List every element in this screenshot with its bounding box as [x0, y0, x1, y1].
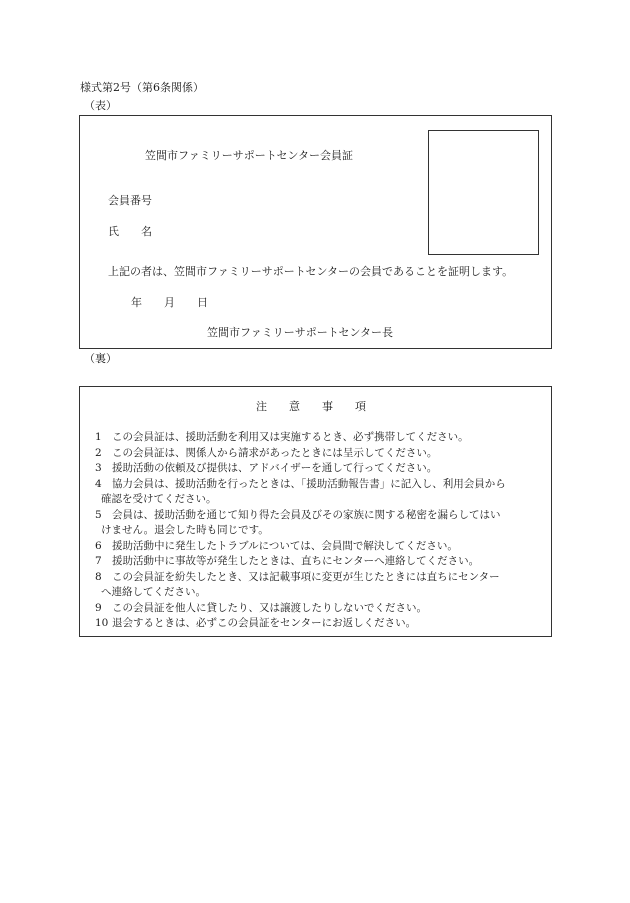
note-text: 協力会員は、援助活動を行ったときは、「援助活動報告書」に記入し、利用会員から — [112, 477, 506, 490]
note-first-line — [95, 461, 555, 477]
note-first-line — [95, 616, 555, 632]
card-title: 笠間市ファミリーサポートセンター会員証 — [145, 149, 354, 162]
note-item — [95, 430, 555, 446]
note-item — [95, 554, 555, 570]
note-text: この会員証を紛失したとき、又は記載事項に変更が生じたときには直ちにセンター — [112, 570, 500, 583]
note-text: この会員証は、援助活動を利用又は実施するとき、必ず携帯してください。 — [112, 431, 469, 443]
notes-list — [95, 430, 555, 632]
note-continuation: けません。退会した時も同じです。 — [101, 524, 269, 536]
note-first-line — [95, 554, 555, 570]
note-item — [95, 601, 555, 617]
note-item — [95, 539, 555, 555]
note-first-line — [95, 477, 555, 493]
note-number: 9 — [95, 601, 102, 614]
note-number: 8 — [95, 570, 102, 583]
name-label: 氏 名 — [108, 225, 152, 238]
note-text: この会員証は、関係人から請求があったときには呈示してください。 — [112, 446, 438, 459]
note-first-line — [95, 539, 555, 555]
note-first-line — [95, 430, 555, 446]
photo-box — [428, 130, 539, 255]
note-number: 7 — [95, 555, 102, 567]
note-first-line — [95, 446, 555, 462]
note-text: この会員証を他人に貸したり、又は譲渡したりしないでください。 — [112, 601, 427, 614]
note-item — [95, 461, 555, 477]
date-line: 年 月 日 — [131, 296, 208, 309]
note-continuation: へ連絡してください。 — [101, 586, 206, 598]
issuer-name: 笠間市ファミリーサポートセンター長 — [207, 326, 394, 339]
note-text: 援助活動中に発生したトラブルについては、会員間で解決してください。 — [112, 539, 458, 552]
note-number: 1 — [95, 431, 102, 443]
note-number: 4 — [95, 477, 102, 490]
note-first-line — [95, 570, 555, 586]
note-text: 会員は、援助活動を通じて知り得た会員及びその家族に関する秘密を漏らしてはい — [112, 508, 501, 521]
form-label: 様式第2号（第6条関係） — [80, 81, 204, 94]
notes-heading: 注 意 事 項 — [256, 400, 366, 413]
note-item — [95, 508, 555, 539]
note-item — [95, 446, 555, 462]
note-number: 10 — [95, 617, 109, 629]
note-first-line — [95, 508, 555, 524]
note-text: 援助活動中に事故等が発生したときは、直ちにセンターへ連絡してください。 — [112, 555, 480, 567]
note-item — [95, 570, 555, 601]
note-number: 5 — [95, 508, 102, 521]
certification-text: 上記の者は、笠間市ファミリーサポートセンターの会員であることを証明します。 — [108, 265, 514, 278]
note-number: 3 — [95, 462, 102, 474]
note-number: 6 — [95, 539, 102, 552]
note-text: 援助活動の依頼及び提供は、アドバイザーを通して行ってください。 — [112, 462, 438, 474]
note-item — [95, 477, 555, 508]
back-side-label: （裏） — [84, 352, 117, 365]
note-continuation: 確認を受けてください。 — [101, 493, 217, 505]
note-text: 退会するときは、必ずこの会員証をセンターにお返しください。 — [112, 617, 417, 629]
note-first-line — [95, 601, 555, 617]
note-number: 2 — [95, 446, 102, 459]
front-side-label: （表） — [84, 99, 117, 112]
member-number-label: 会員番号 — [108, 194, 152, 207]
note-item — [95, 616, 555, 632]
